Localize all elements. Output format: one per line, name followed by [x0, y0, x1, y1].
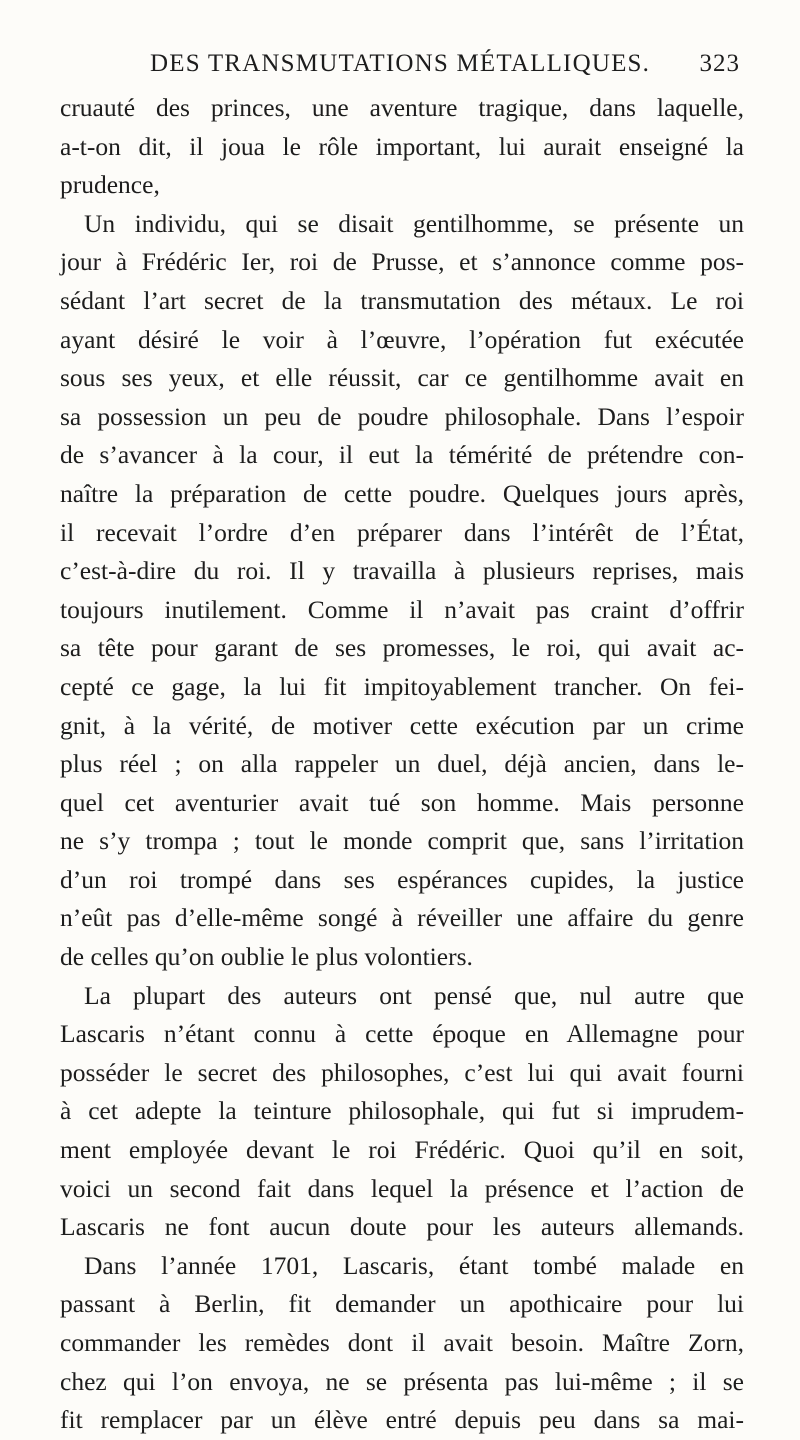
text-line: sa tête pour garant de ses promesses, le roi, qui avait ac-: [60, 633, 744, 663]
text-line: commander les remèdes dont il avait besoin. Maître Zorn,: [60, 1328, 744, 1357]
running-title: DES TRANSMUTATIONS MÉTALLIQUES.: [150, 50, 651, 77]
text-line: cruauté des princes, une aventure tragique, dans laquelle,: [60, 93, 744, 122]
paragraph-start-line: Dans l’année 1701, Lascaris, étant tombé malade en: [84, 1250, 744, 1280]
text-line: toujours inutilement. Comme il n’avait pas craint d’offrir: [60, 594, 744, 624]
text-line: ment employée devant le roi Frédéric. Quoi qu’il en soit,: [60, 1135, 744, 1165]
text-line: c’est-à-dire du roi. Il y travailla à plusieurs reprises, mais: [60, 556, 744, 586]
text-line: ne s’y trompa ; tout le monde comprit que, sans l’irritation: [60, 826, 744, 856]
text-line: jour à Frédéric Ier, roi de Prusse, et s’annonce comme pos-: [60, 247, 744, 277]
text-line: gnit, à la vérité, de motiver cette exécution par un crime: [60, 710, 744, 740]
text-line: à cet adepte la teinture philosophale, qui fut si imprudem-: [60, 1096, 744, 1126]
text-line: naître la préparation de cette poudre. Quelques jours après,: [60, 478, 744, 508]
text-line: il recevait l’ordre d’en préparer dans l’intérêt de l’État,: [60, 517, 744, 547]
text-line: Lascaris n’étant connu à cette époque en Allemagne pour: [60, 1019, 744, 1049]
paragraph-start-line: Un individu, qui se disait gentilhomme, se présente un: [84, 208, 744, 238]
page-header: [0, 50, 800, 84]
text-line: sédant l’art secret de la transmutation des métaux. Le roi: [60, 285, 744, 315]
text-line: voici un second fait dans lequel la présence et l’action de: [60, 1173, 744, 1203]
body-text: [60, 89, 744, 1440]
text-line: quel cet aventurier avait tué son homme. Mais personne: [60, 787, 744, 817]
text-line: de s’avancer à la cour, il eut la témérité de prétendre con-: [60, 440, 744, 470]
text-line: plus réel ; on alla rappeler un duel, déjà ancien, dans le-: [60, 749, 744, 779]
text-line: posséder le secret des philosophes, c’est lui qui avait fourni: [60, 1057, 744, 1087]
text-line: sous ses yeux, et elle réussit, car ce gentilhomme avait en: [60, 363, 744, 393]
text-line: a-t-on dit, il joua le rôle important, lui aurait enseigné la: [60, 131, 744, 161]
text-line: de celles qu’on oublie le plus volontiers.: [60, 942, 473, 972]
text-line: sa possession un peu de poudre philosophale. Dans l’espoir: [60, 401, 744, 431]
text-line: chez qui l’on envoya, ne se présenta pas lui-même ; il se: [60, 1366, 744, 1396]
text-line: Lascaris ne font aucun doute pour les auteurs allemands.: [60, 1212, 744, 1242]
text-line: passant à Berlin, fit demander un apothicaire pour lui: [60, 1289, 744, 1319]
text-line: d’un roi trompé dans ses espérances cupides, la justice: [60, 864, 744, 894]
paragraph-start-line: La plupart des auteurs ont pensé que, nul autre que: [84, 980, 744, 1010]
text-line: ayant désiré le voir à l’œuvre, l’opération fut exécutée: [60, 324, 744, 354]
text-line: fit remplacer par un élève entré depuis peu dans sa mai-: [60, 1405, 744, 1435]
text-line: prudence,: [60, 170, 160, 200]
text-line: n’eût pas d’elle-même songé à réveiller une affaire du genre: [60, 903, 744, 933]
page-number: 323: [699, 50, 740, 77]
text-line: cepté ce gage, la lui fit impitoyablement trancher. On fei-: [60, 671, 744, 701]
